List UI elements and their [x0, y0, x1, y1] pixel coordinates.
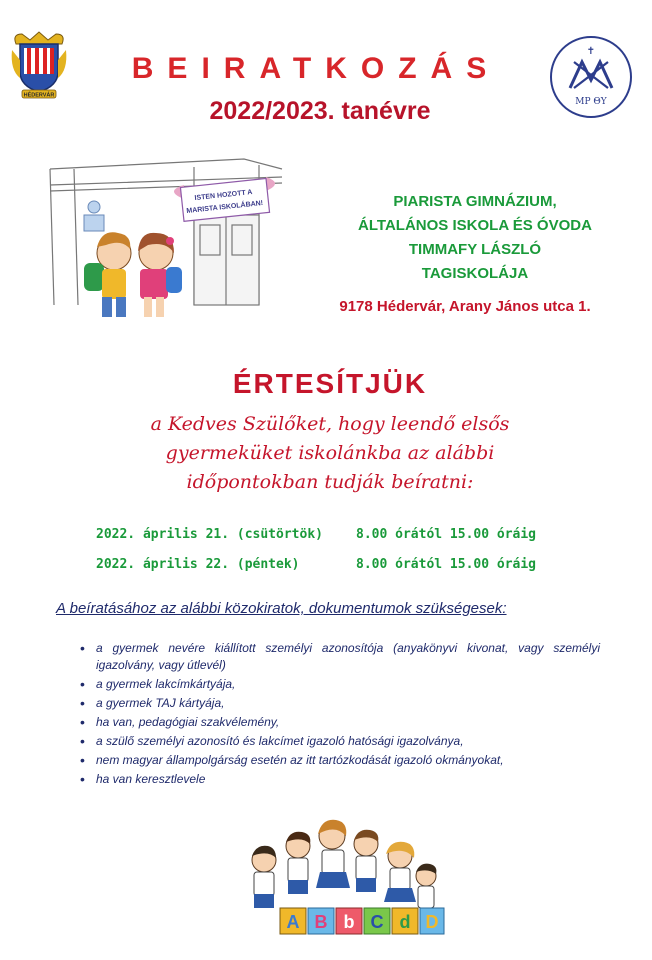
schedule-time: 8.00 órától 15.00 óráig — [356, 557, 537, 572]
boy-figure — [84, 232, 131, 317]
block-letter: b — [343, 912, 355, 932]
block-letter: D — [425, 912, 439, 932]
svg-text:✝: ✝ — [586, 46, 596, 57]
school-name — [310, 190, 640, 286]
girl-figure — [138, 233, 182, 317]
logo-caption: MP ΘΥ — [575, 97, 607, 107]
notice-title: ÉRTESÍTJÜK — [232, 368, 428, 399]
schedule-date: 2022. április 21. (csütörtök) — [96, 527, 323, 542]
school-year: 2022/2023. tanévre — [209, 97, 431, 125]
svg-text:MARISTA ISKOLÁBAN!: MARISTA ISKOLÁBAN! — [186, 199, 264, 215]
schedule — [96, 527, 616, 587]
notice-line-1: a Kedves Szülőket, hogy leendő elsős — [150, 413, 510, 435]
crest-caption: HÉDERVÁR — [23, 92, 55, 99]
school-address: 9178 Hédervár, Arany János utca 1. — [339, 298, 591, 315]
list-item: • a szülő személyi azonosító és lakcímet igazoló hatósági igazolványa, — [80, 733, 600, 750]
piarist-logo-icon — [548, 34, 634, 120]
notice-text — [80, 410, 580, 497]
notice-line-3: időpontokban tudják beíratni: — [186, 471, 474, 493]
block-letter: A — [286, 912, 300, 932]
block-letter: d — [399, 912, 411, 932]
children-blocks-illustration — [236, 812, 446, 952]
child-figure — [354, 830, 378, 892]
town-crest-icon — [10, 30, 68, 100]
list-item: • a gyermek lakcímkártyája, — [80, 676, 600, 693]
documents-heading: A beíratásához az alábbi közokiratok, dokumentumok szükségesek: — [56, 600, 507, 617]
list-item: • a gyermek nevére kiállított személyi azonosítója (anyakönyvi kivonat, vagy személyi igazolvány, vagy útlevél) — [80, 640, 600, 674]
block-letter: B — [314, 912, 328, 932]
list-item: • ha van keresztlevele — [80, 771, 600, 788]
school-line-3: TIMMAFY LÁSZLÓ — [408, 241, 542, 258]
block-letter: C — [370, 912, 384, 932]
schedule-row — [96, 557, 616, 587]
alphabet-blocks — [280, 908, 444, 934]
schedule-row — [96, 527, 616, 557]
list-item: • ha van, pedagógiai szakvélemény, — [80, 714, 600, 731]
page-title: BEIRATKOZÁS — [131, 52, 501, 85]
svg-text:ISTEN HOZOTT A: ISTEN HOZOTT A — [194, 189, 253, 203]
school-entrance-illustration — [44, 155, 284, 325]
child-figure — [316, 820, 350, 888]
child-figure — [384, 842, 416, 902]
list-item: • a gyermek TAJ kártyája, — [80, 695, 600, 712]
welcome-sign — [174, 177, 275, 221]
child-figure — [416, 864, 436, 908]
school-line-1: PIARISTA GIMNÁZIUM, — [393, 193, 557, 210]
documents-list — [80, 640, 600, 790]
school-line-4: TAGISKOLÁJA — [421, 265, 529, 282]
list-item: • nem magyar állampolgárság esetén az itt tartózkodását igazoló okmányokat, — [80, 752, 600, 769]
notice-line-2: gyermeküket iskolánkba az alábbi — [165, 442, 495, 464]
child-figure — [252, 846, 276, 908]
school-line-2: ÁLTALÁNOS ISKOLA ÉS ÓVODA — [358, 217, 592, 234]
schedule-date: 2022. április 22. (péntek) — [96, 557, 300, 572]
child-figure — [286, 832, 310, 894]
schedule-time: 8.00 órától 15.00 óráig — [356, 527, 537, 542]
